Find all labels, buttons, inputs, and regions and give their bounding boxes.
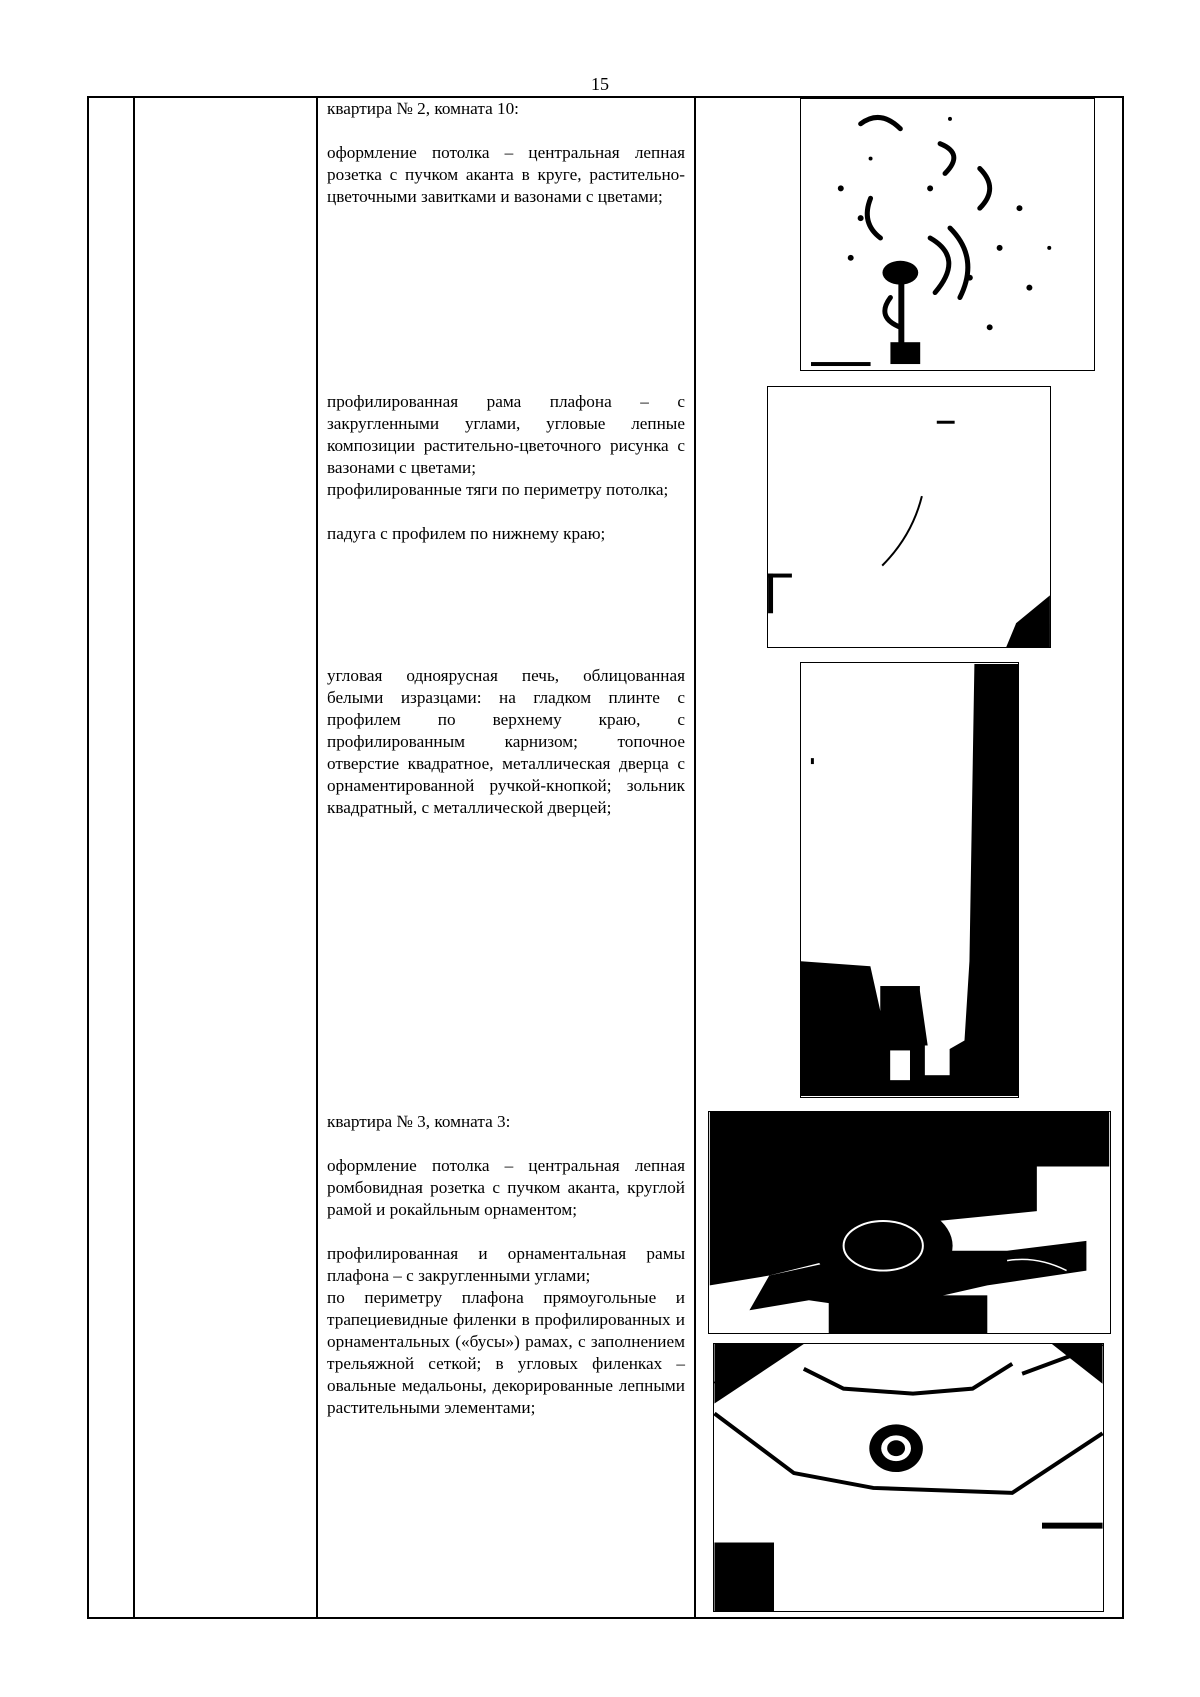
photo-ceiling-corner-graphic: [768, 387, 1050, 647]
description-paragraph: падуга с профилем по нижнему краю;: [327, 524, 606, 543]
table-bottom-border: [87, 1617, 1124, 1619]
description-paragraph: профилированная рама плафона – с закругленными углами, угловые лепные композиции растительно-цветочного рисунка с вазонами с цветами;: [327, 392, 685, 477]
table-column-divider: [87, 96, 89, 1619]
photo-ceiling-corner: [767, 386, 1051, 648]
photo-ceiling-rosette: [800, 98, 1095, 371]
photo-diamond-rosette: [708, 1111, 1111, 1334]
description-block-apartment-2: [327, 98, 685, 208]
table-column-divider: [694, 96, 696, 1619]
table-column-divider: [133, 96, 135, 1619]
photo-corner-stove: [800, 662, 1019, 1098]
description-paragraph: оформление потолка – центральная лепная ромбовидная розетка с пучком аканта, круглой рамой и рокайльным орнаментом;: [327, 1156, 685, 1219]
table-column-divider: [316, 96, 318, 1619]
description-block-apartment-3: [327, 1111, 685, 1419]
photo-ceiling-panels: [713, 1343, 1104, 1612]
photo-ceiling-rosette-graphic: [801, 99, 1094, 370]
apartment-heading: квартира № 3, комната 3:: [327, 1112, 511, 1131]
table-column-divider: [1122, 96, 1124, 1619]
description-block-stove: [327, 665, 685, 819]
photo-ceiling-panels-graphic: [714, 1344, 1103, 1611]
description-paragraph: профилированная и орнаментальная рамы плафона – с закругленными углами;: [327, 1244, 685, 1285]
description-block-ceiling-frame: [327, 391, 685, 545]
photo-diamond-rosette-graphic: [709, 1112, 1110, 1333]
page-number: 15: [591, 74, 609, 94]
description-paragraph: оформление потолка – центральная лепная розетка с пучком аканта в круге, растительно-цветочными завитками и вазонами с цветами;: [327, 143, 685, 206]
description-paragraph: по периметру плафона прямоугольные и трапециевидные филенки в профилированных и орнаментальных («бусы») рамах, с заполнением трельяжной сеткой; в угловых филенках – овальные медальоны, декорированные лепными растительными элементами;: [327, 1288, 685, 1417]
apartment-heading: квартира № 2, комната 10:: [327, 99, 519, 118]
description-paragraph: угловая одноярусная печь, облицованная белыми изразцами: на гладком плинте с профилем по верхнему краю, с профилированным карнизом; топочное отверстие квадратное, металлическая дверца с орнаментированной ручкой-кнопкой; зольник квадратный, с металлической дверцей;: [327, 666, 685, 817]
photo-corner-stove-graphic: [801, 663, 1018, 1097]
description-paragraph: профилированные тяги по периметру потолка;: [327, 480, 669, 499]
